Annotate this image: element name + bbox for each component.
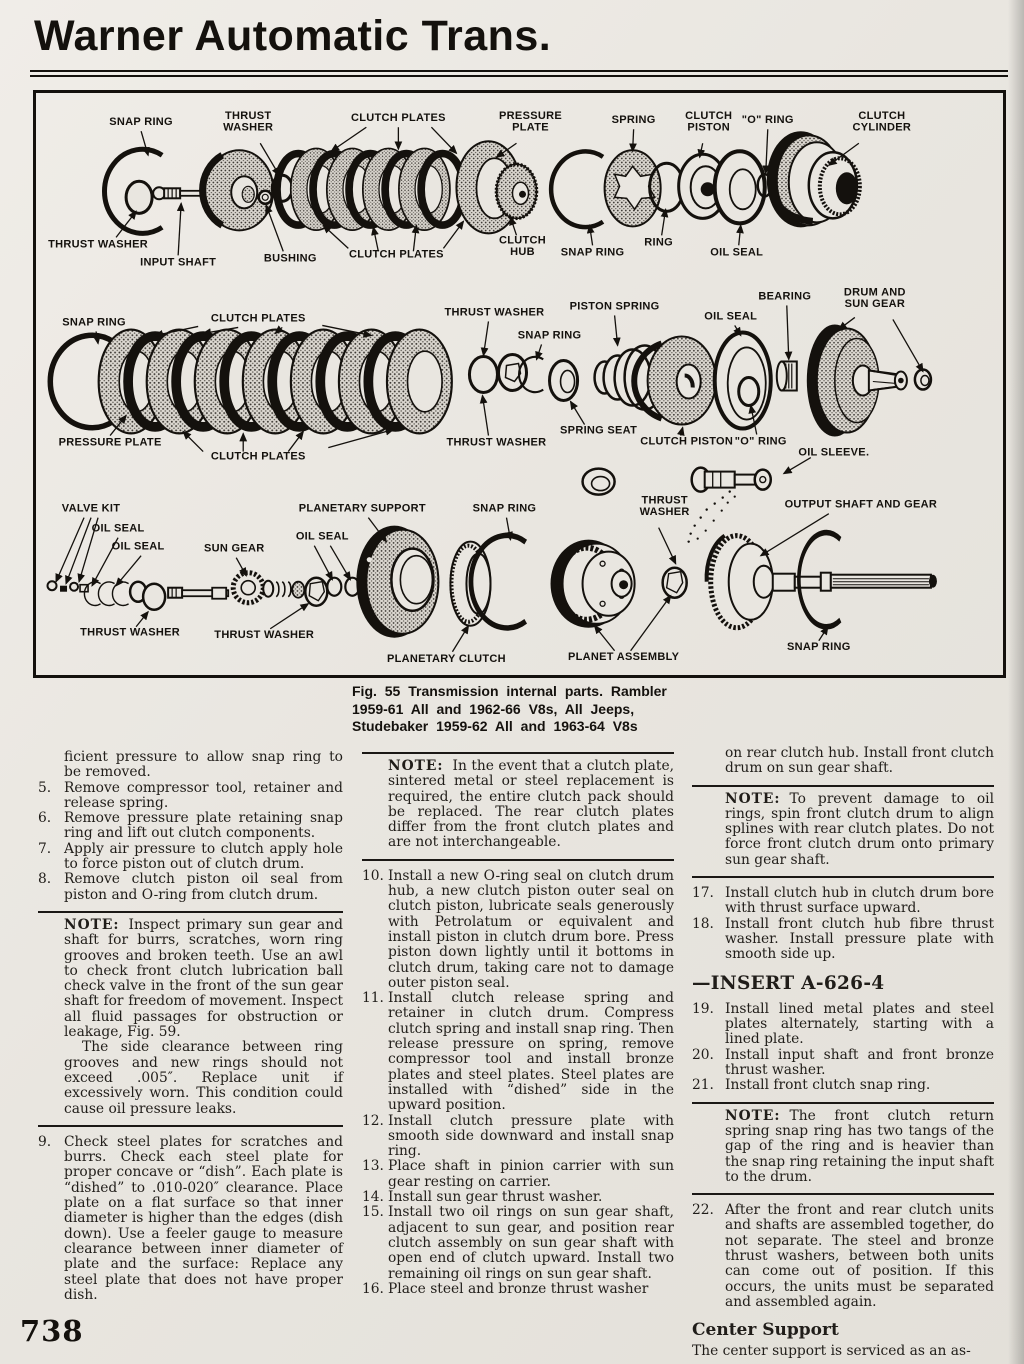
step-number: 8. bbox=[38, 871, 52, 888]
clutch-plates-rear-part bbox=[99, 330, 452, 434]
part-label: CLUTCH PISTON bbox=[640, 435, 734, 448]
column-middle bbox=[362, 752, 674, 1297]
exploded-diagram bbox=[36, 93, 1003, 675]
part-label: PLANETARY SUPPORT bbox=[298, 502, 426, 515]
leader-line bbox=[595, 626, 615, 651]
part-label: THRUST WASHER bbox=[446, 436, 547, 449]
note-label: NOTE: bbox=[725, 1107, 781, 1124]
step-number: 13. bbox=[362, 1158, 384, 1175]
center-support-heading: Center Support bbox=[692, 1320, 839, 1341]
leader-line bbox=[739, 225, 741, 245]
note-block bbox=[362, 752, 674, 861]
part-label: VALVE KIT bbox=[61, 502, 121, 515]
note-label: NOTE: bbox=[388, 758, 444, 774]
part-label: THRUST WASHER bbox=[639, 494, 690, 519]
step-19 bbox=[692, 1002, 994, 1048]
part-label: PISTON SPRING bbox=[569, 300, 660, 313]
clutch-hub-part bbox=[496, 164, 536, 218]
part-label: SNAP RING bbox=[109, 116, 173, 129]
step-number: 7. bbox=[38, 840, 52, 857]
figure-box bbox=[33, 90, 1006, 678]
page-title: Warner Automatic Trans. bbox=[34, 12, 552, 60]
step-number: 11. bbox=[362, 990, 384, 1007]
continued-paragraph: ficient pressure to allow snap ring to be removed. bbox=[64, 749, 343, 781]
leader-line bbox=[784, 458, 811, 474]
part-label: THRUST WASHER bbox=[80, 626, 181, 639]
part-label: THRUST WASHER bbox=[444, 306, 545, 319]
leader-line bbox=[787, 305, 789, 359]
part-label: SNAP RING bbox=[560, 246, 625, 259]
step-20 bbox=[692, 1048, 994, 1079]
column-left bbox=[38, 750, 343, 1303]
part-label: "O" RING bbox=[734, 435, 787, 448]
diagram-row-3 bbox=[48, 468, 937, 638]
step-text: Install sun gear thrust washer. bbox=[388, 1189, 603, 1206]
part-label: SNAP RING bbox=[517, 329, 582, 342]
step-number: 12. bbox=[362, 1112, 384, 1129]
step-text: Install input shaft and front bronze thrust washer. bbox=[725, 1046, 994, 1079]
step-number: 9. bbox=[38, 1133, 52, 1150]
step-number: 22. bbox=[692, 1202, 714, 1219]
continued-paragraph: on rear clutch hub. Install front clutch drum on sun gear shaft. bbox=[725, 745, 994, 777]
step-number: 16. bbox=[362, 1280, 384, 1297]
part-label: OIL SEAL bbox=[295, 530, 349, 543]
thrust-washer-a-part bbox=[143, 584, 165, 610]
step-text: Remove clutch piston oil seal from piston and O-ring from clutch drum. bbox=[64, 871, 343, 903]
leader-line bbox=[571, 402, 585, 425]
leader-line bbox=[633, 129, 634, 151]
note-paragraph bbox=[725, 792, 994, 868]
diagram-row-1 bbox=[104, 131, 859, 233]
part-label: OIL SEAL bbox=[704, 310, 758, 323]
leader-line bbox=[178, 203, 181, 255]
part-label: PLANETARY CLUTCH bbox=[386, 652, 506, 665]
note-text: The front clutch return spring snap ring has two tangs of the gap of the ring and is heavier than the snap ring retaining the input shaft to the drum. bbox=[725, 1107, 994, 1185]
part-label: PRESSURE PLATE bbox=[58, 436, 162, 449]
step-8 bbox=[38, 872, 343, 903]
step-number: 10. bbox=[362, 867, 384, 884]
leader-line bbox=[452, 626, 468, 652]
step-text: Install lined metal plates and steel plates alternately, starting with a lined plate. bbox=[725, 1000, 994, 1048]
step-text: Install front clutch hub fibre thrust washer. Install pressure plate with smooth side up. bbox=[725, 915, 994, 963]
leader-line bbox=[328, 430, 393, 448]
figure-caption bbox=[352, 683, 728, 736]
thrust-washers-rear-part bbox=[469, 354, 526, 392]
leader-line bbox=[766, 129, 768, 173]
step-number: 19. bbox=[692, 1000, 714, 1017]
step-text: Place steel and bronze thrust washer bbox=[388, 1280, 649, 1297]
note-paragraph: The side clearance between ring grooves and new rings should not exceed .005″. Replace unit if excessively worn. This condition could cause oil pressure leaks. bbox=[64, 1039, 343, 1117]
step-text: Install two oil rings on sun gear shaft, adjacent to sun gear, and position rear clutch assembly on sun gear shaft with open end of clutch upward. Install two remaining oil rings on sun gear shaft. bbox=[388, 1204, 674, 1282]
part-label: THRUST WASHER bbox=[214, 628, 315, 641]
thrust-washer-c-part bbox=[663, 568, 687, 598]
bushing-ring-part bbox=[583, 469, 615, 495]
sun-gear-part bbox=[168, 573, 304, 603]
step-number: 17. bbox=[692, 885, 714, 902]
step-22 bbox=[692, 1203, 994, 1310]
part-label: CLUTCH PLATES bbox=[210, 450, 306, 463]
clutch-plates-front-part bbox=[277, 148, 464, 230]
leader-line bbox=[631, 596, 671, 651]
part-label: THRUST WASHER bbox=[48, 238, 148, 251]
part-label: CLUTCH PLATES bbox=[348, 248, 444, 261]
note-paragraph bbox=[388, 759, 674, 851]
note-label: NOTE: bbox=[725, 790, 781, 807]
part-label: PLANET ASSEMBLY bbox=[567, 650, 680, 663]
part-label: OUTPUT SHAFT AND GEAR bbox=[784, 498, 938, 511]
step-15 bbox=[362, 1205, 674, 1281]
note-block bbox=[692, 1102, 994, 1195]
output-shaft-gear-part bbox=[707, 536, 937, 628]
step-text: Install clutch pressure plate with smooth side downward and install snap ring. bbox=[388, 1112, 674, 1160]
step-11 bbox=[362, 991, 674, 1113]
step-text: Check steel plates for scratches and burrs. Check each steel plate for proper concave or “dish”. Each plate is “dished” to .010-020″ clearance. Place plate on a flat surface so that inner diameter is higher than the edges (dish down). Use a feeler gauge to measure clearance between inner diameter of plate and the surface: Replace any steel plate that does not have proper dish. bbox=[64, 1133, 343, 1303]
leader-line bbox=[681, 428, 683, 436]
thrust-washer-part bbox=[126, 181, 152, 213]
diagram-row-2 bbox=[50, 324, 931, 436]
part-label: SNAP RING bbox=[472, 502, 537, 515]
part-label: SPRING SEAT bbox=[560, 424, 638, 437]
note-label: NOTE: bbox=[64, 916, 120, 933]
spring-seat-part bbox=[550, 360, 578, 400]
center-support-paragraph: The center support is serviced as an as- bbox=[692, 1342, 971, 1359]
thrust-washer-b-part bbox=[305, 578, 327, 606]
leader-line bbox=[659, 528, 676, 564]
clutch-cylinder-part bbox=[767, 131, 860, 227]
part-label: CLUTCH PISTON bbox=[685, 110, 733, 134]
part-label: CLUTCH PLATES bbox=[210, 312, 306, 325]
part-label: BUSHING bbox=[263, 252, 317, 265]
part-label: PRESSURE PLATE bbox=[499, 110, 562, 134]
step-12 bbox=[362, 1114, 674, 1160]
step-number: 18. bbox=[692, 915, 714, 932]
snap-ring-2-part bbox=[551, 151, 603, 227]
step-21 bbox=[692, 1078, 994, 1093]
leader-line bbox=[183, 432, 203, 452]
step-7 bbox=[38, 842, 343, 873]
planetary-support-part bbox=[356, 526, 438, 638]
leader-line bbox=[482, 396, 488, 436]
part-label: CLUTCH CYLINDER bbox=[852, 110, 912, 134]
step-text: Install front clutch snap ring. bbox=[725, 1077, 931, 1094]
leader-line bbox=[330, 546, 350, 580]
planet-assembly-part bbox=[551, 540, 635, 628]
leader-line bbox=[893, 319, 923, 371]
bearing-part bbox=[777, 361, 797, 390]
step-number: 20. bbox=[692, 1046, 714, 1063]
caption-line: 1959-61 All and 1962-66 V8s, All Jeeps, bbox=[352, 700, 635, 717]
note-text: To prevent damage to oil rings, spin front clutch drum to align splines with rear clutch plates. Do not force front clutch drum onto primary sun gear shaft. bbox=[725, 790, 994, 868]
insert-heading: —INSERT A-626-4 bbox=[692, 972, 885, 994]
part-label: SNAP RING bbox=[62, 316, 126, 329]
step-number: 21. bbox=[692, 1077, 714, 1094]
leader-line bbox=[314, 546, 332, 580]
page-edge-shading bbox=[1008, 0, 1024, 1364]
leader-line bbox=[615, 315, 618, 345]
step-text: Install clutch hub in clutch drum bore with thrust surface upward. bbox=[725, 885, 994, 917]
leader-line bbox=[483, 321, 488, 355]
step-text: After the front and rear clutch units and shafts are assembled together, do not separate. The steel and bronze thrust washers, between both units can come out of position. If this occurs, the units must be separated and assembled again. bbox=[725, 1202, 994, 1310]
leader-line bbox=[288, 432, 303, 452]
drum-sun-gear-part bbox=[807, 324, 931, 436]
oil-seal-rings-part bbox=[84, 582, 146, 606]
spring-part bbox=[605, 150, 661, 226]
step-text: Install clutch release spring and retainer in clutch drum. Compress clutch spring and install snap ring. Then release pressure on spring, remove compressor tool and install bronze plates and steel plates. Steel plates are installed with “dished” side in the upward position. bbox=[388, 990, 674, 1114]
leader-line bbox=[662, 209, 666, 235]
step-13 bbox=[362, 1159, 674, 1190]
step-number: 15. bbox=[362, 1204, 384, 1221]
part-label: SNAP RING bbox=[786, 640, 851, 653]
step-9 bbox=[38, 1135, 343, 1303]
step-10 bbox=[362, 869, 674, 991]
step-text: Install a new O-ring seal on clutch drum hub, a new clutch piston outer seal on clutch piston, lubricate seals generously with Petrolatum or equivalent and install piston in clutch drum bore. Press piston down lightly until it bottoms in clutch drum, taking care not to damage outer piston seal. bbox=[388, 867, 674, 991]
step-text: Place shaft in pinion carrier with sun gear resting on carrier. bbox=[388, 1158, 674, 1190]
column-right bbox=[692, 746, 994, 1359]
part-label: OIL SEAL bbox=[710, 246, 764, 259]
page-number: 738 bbox=[20, 1314, 84, 1348]
part-label: SUN GEAR bbox=[203, 542, 265, 555]
step-number: 5. bbox=[38, 779, 52, 796]
note-block bbox=[38, 911, 343, 1127]
step-text: Remove pressure plate retaining snap ring and lift out clutch components. bbox=[64, 810, 343, 842]
note-block bbox=[692, 785, 994, 878]
part-label: OIL SEAL bbox=[91, 522, 145, 535]
step-number: 6. bbox=[38, 810, 52, 827]
step-number: 14. bbox=[362, 1189, 384, 1206]
step-14 bbox=[362, 1190, 674, 1205]
part-label: "O" RING bbox=[741, 114, 794, 127]
oil-seal-rear-part bbox=[715, 332, 771, 428]
leader-line bbox=[136, 612, 148, 627]
part-label: INPUT SHAFT bbox=[140, 256, 217, 269]
step-text: Remove compressor tool, retainer and release spring. bbox=[64, 779, 343, 811]
part-label: CLUTCH PLATES bbox=[350, 112, 446, 125]
title-rule bbox=[30, 70, 1008, 77]
part-label: OIL SLEEVE. bbox=[798, 446, 870, 459]
part-label: THRUST WASHER bbox=[223, 110, 274, 134]
leader-line bbox=[431, 127, 456, 153]
note-paragraph bbox=[725, 1109, 994, 1185]
caption-line: Studebaker 1959-62 All and 1963-64 V8s bbox=[352, 718, 638, 734]
step-18 bbox=[692, 917, 994, 963]
part-label: SPRING bbox=[611, 114, 656, 127]
step-17 bbox=[692, 886, 994, 917]
note-text: In the event that a clutch plate, sintered metal or steel replacement is required, the entire clutch pack should be replaced. The rear clutch plates differ from the front clutch plates and are not interchangeable. bbox=[388, 758, 674, 851]
step-16 bbox=[362, 1282, 674, 1297]
step-text: Apply air pressure to clutch apply hole to force piston out of clutch drum. bbox=[64, 840, 343, 873]
caption-line: Fig. 55 Transmission internal parts. Rambler bbox=[352, 683, 667, 699]
part-label: BEARING bbox=[758, 290, 812, 303]
part-label: OIL SEAL bbox=[111, 540, 165, 553]
leader-line bbox=[331, 127, 366, 151]
oil-sleeve-part bbox=[692, 468, 771, 492]
step-6 bbox=[38, 811, 343, 842]
valve-kit-part bbox=[48, 581, 89, 592]
part-label: DRUM AND SUN GEAR bbox=[843, 286, 906, 310]
oil-seal-pair-part bbox=[327, 578, 359, 596]
note-paragraph bbox=[64, 918, 343, 1040]
leader-line bbox=[270, 604, 308, 629]
part-label: CLUTCH HUB bbox=[498, 234, 547, 258]
spray-dots bbox=[687, 490, 735, 542]
step-5 bbox=[38, 781, 343, 812]
note-text: Inspect primary sun gear and shaft for burrs, scratches, worn ring grooves and broken teeth. Use an awl to check front clutch lubrication ball check valve in the front of the sun gear shaft for freedom of movement. Inspect all fluid passages for obstruction or leakage, Fig. 59. bbox=[64, 916, 343, 1041]
part-label: RING bbox=[644, 236, 673, 249]
bushing-part bbox=[259, 191, 272, 204]
